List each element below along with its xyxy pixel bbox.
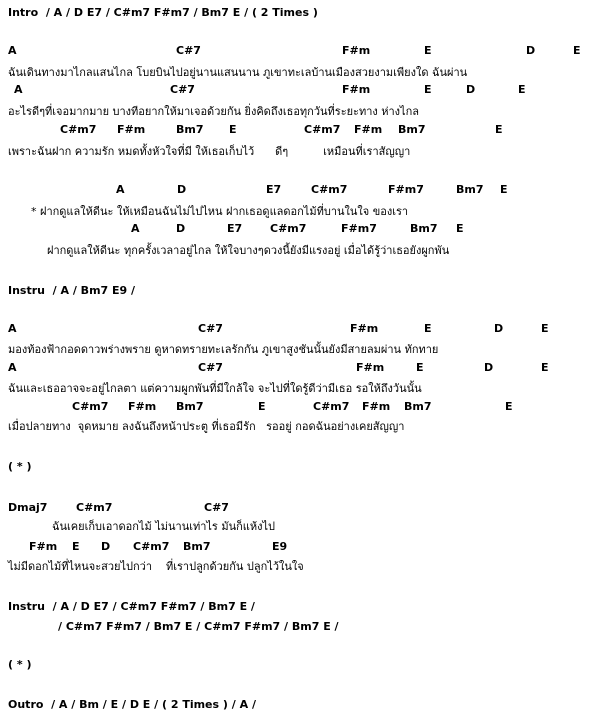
- chord: D: [177, 183, 187, 196]
- instrumental-line: Instru / A / Bm7 E9 /: [8, 284, 136, 297]
- chord: Dmaj7: [8, 501, 48, 514]
- intro-line: Intro / A / D E7 / C#m7 F#m7 / Bm7 E / ( 2 Times ): [8, 6, 318, 19]
- chord: C#m7: [60, 123, 97, 136]
- chord: E: [424, 44, 432, 57]
- chord: E: [518, 83, 526, 96]
- chord: C#m7: [304, 123, 341, 136]
- chord: F#m7: [388, 183, 424, 196]
- chord: Bm7: [410, 222, 438, 235]
- chord: E: [258, 400, 266, 413]
- chord: C#7: [176, 44, 201, 57]
- chord: Bm7: [404, 400, 432, 413]
- chorus-repeat-marker: ( * ): [8, 658, 32, 671]
- chord: F#m: [29, 540, 58, 553]
- chord: D: [484, 361, 494, 374]
- chord: C#7: [198, 361, 223, 374]
- chord: E: [72, 540, 80, 553]
- chord: E: [495, 123, 503, 136]
- lyric-line: มองท้องฟ้ากอดดาวพร่างพราย ดูหาดทรายทะเลรักกัน ภูเขาสูงชันนั้นยังมีสายลมผ่าน ทักทาย: [8, 343, 439, 356]
- chord: E: [229, 123, 237, 136]
- chord: F#m: [117, 123, 146, 136]
- chord: C#m7: [270, 222, 307, 235]
- chord: A: [14, 83, 23, 96]
- chord: F#m: [354, 123, 383, 136]
- chord: Bm7: [183, 540, 211, 553]
- chord: E: [424, 83, 432, 96]
- chord: E: [456, 222, 464, 235]
- chord: A: [8, 322, 17, 335]
- chord: Bm7: [176, 400, 204, 413]
- instrumental-line: Instru / A / D E7 / C#m7 F#m7 / Bm7 E /: [8, 600, 255, 613]
- chord: D: [176, 222, 186, 235]
- chord: E9: [272, 540, 288, 553]
- chord: F#m7: [341, 222, 377, 235]
- chord: D: [494, 322, 504, 335]
- chord: C#m7: [311, 183, 348, 196]
- chord: A: [8, 44, 17, 57]
- chord: E7: [266, 183, 282, 196]
- chord: C#7: [170, 83, 195, 96]
- chord: E: [505, 400, 513, 413]
- lyric-line: เมื่อปลายทาง จุดหมาย ลงฉันถึงหน้าประตู ที่เธอมีรัก รออยู่ กอดฉันอย่างเคยสัญญา: [8, 420, 405, 433]
- chord: Bm7: [176, 123, 204, 136]
- chord: E: [541, 361, 549, 374]
- chord: D: [101, 540, 111, 553]
- lyric-line: ฝากดูแลให้ดีนะ ทุกครั้งเวลาอยู่ไกล ให้ใจบางๆดวงนี้ยังมีแรงอยู่ เมื่อได้รู้ว่าเธอยังผูกพัน: [47, 244, 450, 257]
- chord: C#m7: [76, 501, 113, 514]
- chord: A: [8, 361, 17, 374]
- chord: C#7: [204, 501, 229, 514]
- lyric-line: เพราะฉันฝาก ความรัก หมดทั้งหัวใจที่มี ให้เธอเก็บไว้ ดีๆ เหมือนที่เราสัญญา: [8, 145, 411, 158]
- chord: F#m: [342, 44, 371, 57]
- chord: F#m: [128, 400, 157, 413]
- chord: E: [541, 322, 549, 335]
- chord: C#m7: [133, 540, 170, 553]
- chord: A: [116, 183, 125, 196]
- lyric-line: อะไรดีๆที่เจอมากมาย บางทีอยากให้มาเจอด้วยกัน ยิ่งคิดถึงเธอทุกวันที่ระยะทาง ห่างไกล: [8, 105, 419, 118]
- chord: C#7: [198, 322, 223, 335]
- chord: F#m: [342, 83, 371, 96]
- lyric-line: ฉันเดินทางมาไกลแสนไกล โบยบินไปอยู่นานแสนนาน ภูเขาทะเลบ้านเมืองสวยงามเพียงใด ฉันผ่าน: [8, 66, 468, 79]
- chord: Bm7: [398, 123, 426, 136]
- chord: F#m: [350, 322, 379, 335]
- outro-line: Outro / A / Bm / E / D E / ( 2 Times ) / A /: [8, 698, 256, 711]
- chord: E: [416, 361, 424, 374]
- chord: D: [466, 83, 476, 96]
- chord: E: [573, 44, 581, 57]
- lyric-line: ฉันและเธออาจจะอยู่ไกลตา แต่ความผูกพันที่มีใกล้ใจ จะไปที่ใดรู้ดีว่ามีเธอ รอให้ถึงวันนั้น: [8, 382, 422, 395]
- chord: C#m7: [313, 400, 350, 413]
- chord: F#m: [362, 400, 391, 413]
- chord: C#m7: [72, 400, 109, 413]
- chord: E: [424, 322, 432, 335]
- lyric-line: * ฝากดูแลให้ดีนะ ให้เหมือนฉันไม่ไปไหน ฝากเธอดูแลดอกไม้ที่บานในใจ ของเรา: [31, 205, 409, 218]
- lyric-line: ฉันเคยเก็บเอาดอกไม้ ไม่นานเท่าไร มันก็แห้งไป: [52, 520, 275, 533]
- chorus-repeat-marker: ( * ): [8, 460, 32, 473]
- chord: E: [500, 183, 508, 196]
- instrumental-line: / C#m7 F#m7 / Bm7 E / C#m7 F#m7 / Bm7 E /: [58, 620, 339, 633]
- chord: E7: [227, 222, 243, 235]
- chord: D: [526, 44, 536, 57]
- chord: A: [131, 222, 140, 235]
- chord: F#m: [356, 361, 385, 374]
- chord: Bm7: [456, 183, 484, 196]
- lyric-line: ไม่มีดอกไม้ที่ไหนจะสวยไปกว่า ที่เราปลูกด้วยกัน ปลูกไว้ในใจ: [8, 560, 304, 573]
